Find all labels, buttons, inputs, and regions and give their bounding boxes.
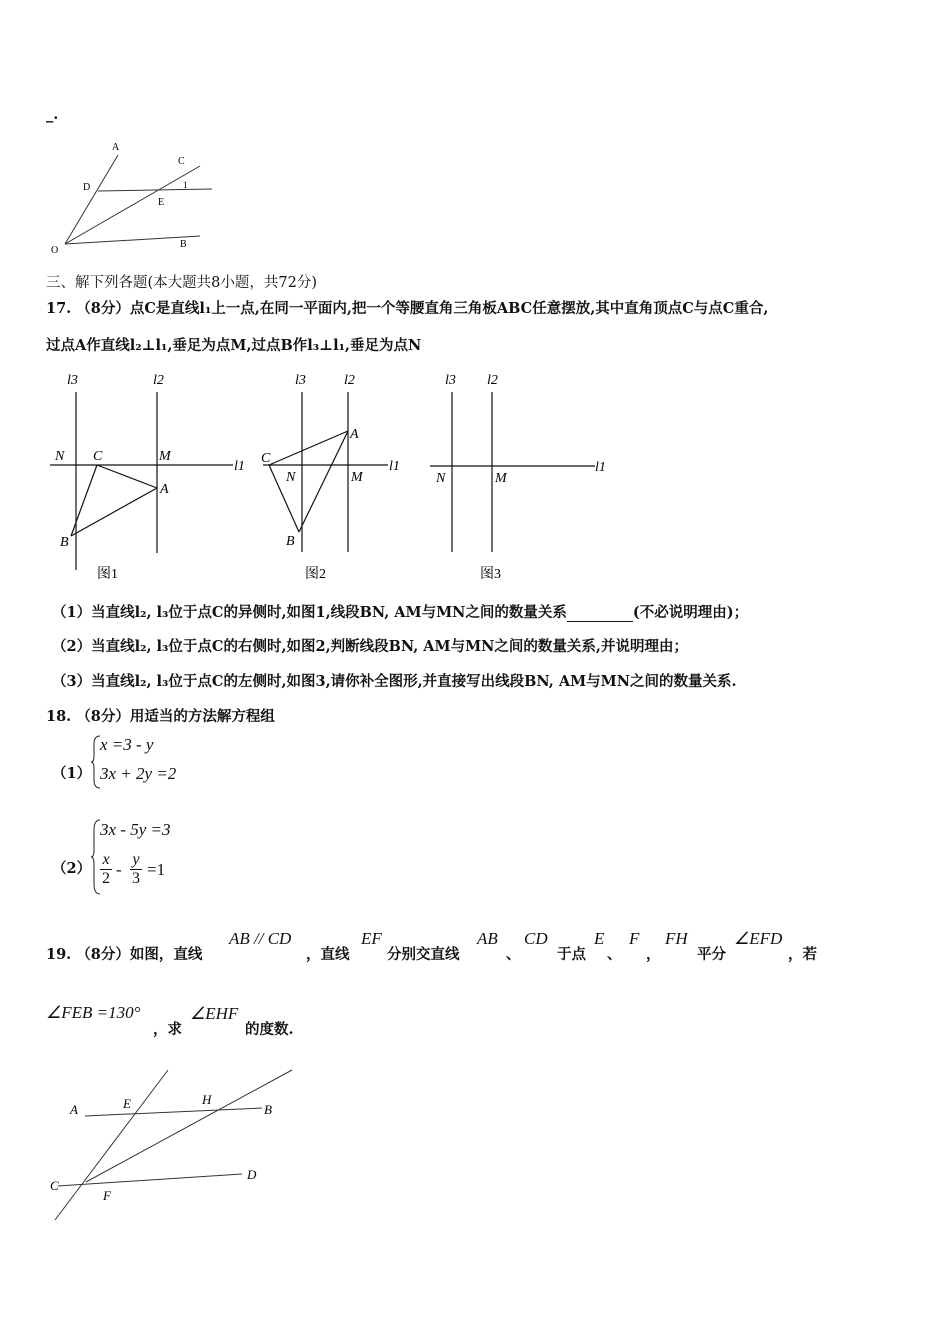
q19-math-F: F: [629, 929, 640, 948]
label-E: E: [123, 1096, 131, 1111]
q19-math-E: E: [594, 929, 605, 948]
q19-math-EF: EF: [361, 929, 382, 948]
label-B: B: [286, 534, 295, 549]
label-l1: l1: [389, 459, 400, 474]
label-D: D: [247, 1167, 257, 1182]
q19-text4: 、: [506, 946, 521, 963]
caption-fig2: 图2: [305, 567, 326, 582]
label-M: M: [495, 471, 507, 486]
q18-number: 18.: [46, 708, 72, 725]
q19-text9: ，若: [788, 946, 817, 963]
q17-number: 17.: [46, 300, 72, 317]
label-B: B: [180, 239, 187, 250]
q17-sub2: （2）当直线l₂, l₃位于点C的右侧时,如图2,判断线段BN, AM与MN之间的数量关系,并说明理由；: [52, 638, 688, 655]
q19-math-FEB: ∠FEB =130°: [46, 1003, 141, 1022]
frac-minus: -: [116, 860, 122, 879]
frac-rhs: =1: [147, 860, 166, 879]
q17-sub1-tail: (不必说明理由)；: [632, 604, 749, 621]
label-D: D: [83, 182, 91, 193]
caption-fig1: 图1: [97, 567, 118, 582]
q19-text10: ，求: [153, 1021, 182, 1038]
label-C: C: [261, 451, 271, 466]
label-N: N: [286, 470, 296, 485]
q19-math-AB: AB: [477, 929, 498, 948]
label-l3: l3: [295, 373, 306, 388]
q19-number: 19.: [46, 946, 72, 963]
line-AB: [85, 1108, 262, 1116]
q19-figure: [40, 1062, 310, 1227]
q17-sub1-text: （1）当直线l₂, l₃位于点C的异侧时,如图1,线段BN, AM与MN之间的数量关系: [52, 604, 567, 621]
q17-sub1: [52, 601, 748, 622]
label-C: C: [178, 156, 185, 167]
label-A: A: [350, 427, 359, 442]
q18-p1-eq2: 3x + 2y =2: [100, 764, 177, 783]
q19-number-text: [46, 943, 202, 964]
answer-blank[interactable]: [567, 607, 633, 622]
q18-text: （8分）用适当的方法解方程组: [76, 708, 275, 725]
segment-CB: [71, 465, 97, 536]
frac1: [100, 851, 112, 888]
q17-figure-2: [255, 368, 420, 583]
q19-text2: ，直线: [306, 946, 350, 963]
frac2-den: 3: [132, 870, 140, 887]
q19-text5: 于点: [557, 946, 586, 963]
line-DE: [98, 189, 212, 191]
q19-text8: 平分: [697, 946, 726, 963]
label-M: M: [159, 449, 171, 464]
label-l3: l3: [445, 373, 456, 388]
label-l1: l1: [595, 460, 606, 475]
q19-text11: 的度数.: [245, 1021, 294, 1038]
frac1-num: x: [100, 851, 112, 870]
label-N: N: [55, 449, 65, 464]
q19-math-EHF: ∠EHF: [190, 1004, 239, 1023]
frac1-den: 2: [102, 870, 110, 887]
label-l2: l2: [344, 373, 355, 388]
label-1: 1: [183, 180, 188, 190]
q17-figure-1: [45, 368, 260, 583]
q19-math-EFD: ∠EFD: [734, 929, 783, 948]
label-E: E: [158, 197, 165, 208]
q19-math-FH: FH: [665, 929, 688, 948]
q18-part2-label: （2）: [52, 860, 92, 877]
label-C: C: [93, 449, 103, 464]
caption-fig3: 图3: [480, 567, 501, 582]
label-l2: l2: [487, 373, 498, 388]
q19-math-ABCD: AB // CD: [229, 929, 292, 948]
q18-part1-label: （1）: [52, 765, 92, 782]
figure-angle-top: [40, 138, 230, 258]
q18-p2-eq1: 3x - 5y =3: [100, 820, 171, 839]
q17-line2: 过点A作直线l₂⊥l₁,垂足为点M,过点B作l₃⊥l₁,垂足为点N: [46, 337, 422, 354]
q19-text7: ，: [646, 946, 661, 963]
q19-math-CD: CD: [524, 929, 548, 948]
label-l3: l3: [67, 373, 78, 388]
label-B: B: [60, 535, 69, 550]
line-OC: [65, 166, 200, 244]
frac2: [130, 851, 142, 888]
label-F: F: [103, 1188, 111, 1203]
q19-text6: 、: [607, 946, 622, 963]
line-FH: [86, 1070, 292, 1182]
q17-points: （8分）: [76, 300, 130, 317]
segment-CA: [97, 465, 157, 488]
top-mark: _.: [46, 106, 59, 123]
label-A: A: [70, 1102, 78, 1117]
segment-CA: [269, 431, 348, 465]
line-OA: [65, 155, 118, 244]
label-N: N: [436, 471, 446, 486]
segment-BA: [299, 431, 348, 532]
label-H: H: [202, 1092, 212, 1107]
label-M: M: [351, 470, 363, 485]
q17-text-1: 点C是直线l₁上一点,在同一平面内,把一个等腰直角三角板ABC任意摆放,其中直角顶点C与点C重合,: [129, 300, 769, 317]
q18-heading: [46, 705, 275, 726]
label-A: A: [160, 482, 169, 497]
label-C: C: [50, 1178, 59, 1193]
q19-text3: 分别交直线: [387, 946, 460, 963]
frac2-num: y: [130, 851, 142, 870]
q17-line1: [46, 297, 768, 318]
segment-BA: [71, 488, 157, 536]
q17-figure-3: [425, 368, 615, 583]
label-A: A: [112, 142, 120, 153]
q18-p1-eq1: x =3 - y: [100, 735, 154, 754]
label-B: B: [264, 1102, 272, 1117]
label-l2: l2: [153, 373, 164, 388]
line-EF: [55, 1070, 168, 1220]
q19-text1: （8分）如图，直线: [76, 946, 203, 963]
label-l1: l1: [234, 459, 245, 474]
section-title: 三、解下列各题(本大题共8小题，共72分): [46, 275, 317, 291]
q17-sub3: （3）当直线l₂, l₃位于点C的左侧时,如图3,请你补全图形,并直接写出线段BN, AM与MN之间的数量关系.: [52, 673, 737, 690]
label-O: O: [51, 245, 59, 256]
